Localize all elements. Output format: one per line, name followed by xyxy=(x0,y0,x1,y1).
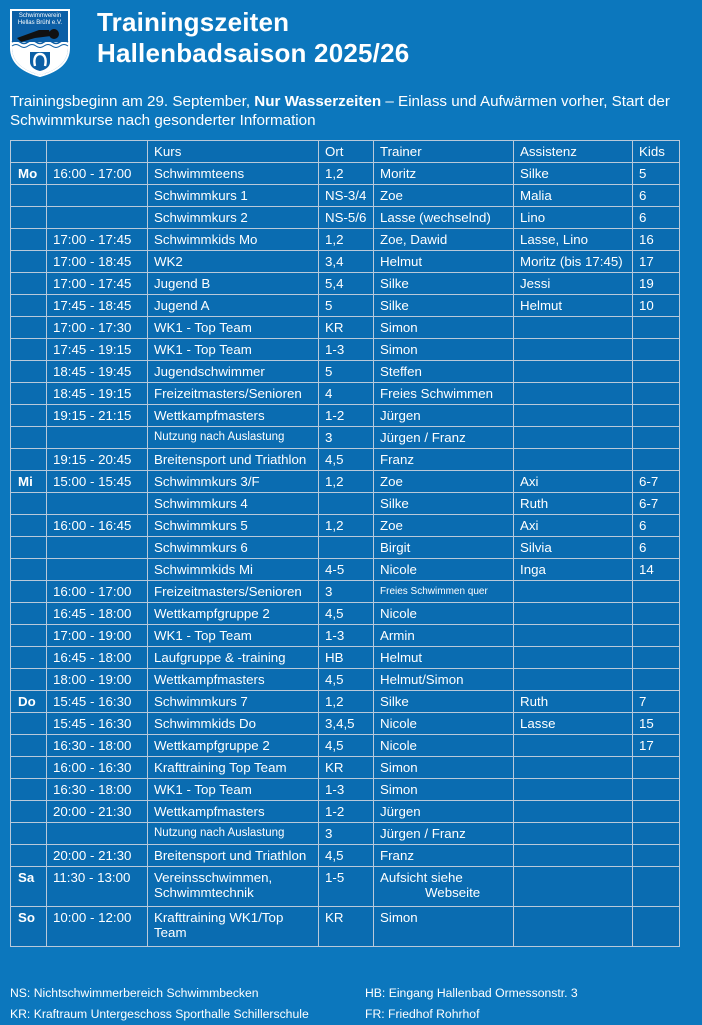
cell-day xyxy=(11,559,47,581)
cell-kids xyxy=(633,907,680,947)
cell-time: 17:00 - 17:30 xyxy=(47,317,148,339)
cell-day xyxy=(11,449,47,471)
cell-kids xyxy=(633,801,680,823)
header-cell-day xyxy=(11,141,47,163)
cell-time: 20:00 - 21:30 xyxy=(47,845,148,867)
cell-ort: 5,4 xyxy=(319,273,374,295)
cell-kurs: Nutzung nach Auslastung xyxy=(148,427,319,449)
table-row xyxy=(11,867,680,907)
cell-kids xyxy=(633,779,680,801)
table-row xyxy=(11,515,680,537)
cell-kurs: Breitensport und Triathlon xyxy=(148,845,319,867)
cell-trainer: Armin xyxy=(374,625,514,647)
cell-trainer: Silke xyxy=(374,493,514,515)
cell-kurs: WK2 xyxy=(148,251,319,273)
header-cell-trainer: Trainer xyxy=(374,141,514,163)
cell-kids xyxy=(633,383,680,405)
cell-time: 16:00 - 17:00 xyxy=(47,163,148,185)
cell-day xyxy=(11,735,47,757)
table-row xyxy=(11,907,680,947)
cell-ort: KR xyxy=(319,317,374,339)
cell-kurs: Schwimmkurs 3/F xyxy=(148,471,319,493)
cell-kurs: Freizeitmasters/Senioren xyxy=(148,581,319,603)
cell-trainer: Jürgen xyxy=(374,801,514,823)
cell-trainer: Simon xyxy=(374,779,514,801)
cell-trainer: Jürgen / Franz xyxy=(374,823,514,845)
cell-time: 19:15 - 21:15 xyxy=(47,405,148,427)
cell-kurs: WK1 - Top Team xyxy=(148,339,319,361)
legend-ns: NS: Nichtschwimmerbereich Schwimmbecken xyxy=(10,986,259,1000)
cell-assistenz: Lasse, Lino xyxy=(514,229,633,251)
cell-ort: 5 xyxy=(319,295,374,317)
cell-kids xyxy=(633,845,680,867)
cell-time: 17:00 - 17:45 xyxy=(47,229,148,251)
cell-day xyxy=(11,339,47,361)
header-cell-assistenz: Assistenz xyxy=(514,141,633,163)
cell-kids: 17 xyxy=(633,735,680,757)
cell-kids: 10 xyxy=(633,295,680,317)
cell-assistenz: Helmut xyxy=(514,295,633,317)
cell-kurs: Wettkampfmasters xyxy=(148,405,319,427)
cell-assistenz: Inga xyxy=(514,559,633,581)
table-row xyxy=(11,471,680,493)
cell-kids: 7 xyxy=(633,691,680,713)
cell-time: 20:00 - 21:30 xyxy=(47,801,148,823)
cell-assistenz: Ruth xyxy=(514,493,633,515)
cell-day xyxy=(11,207,47,229)
cell-trainer: Silke xyxy=(374,295,514,317)
cell-kurs: Jugend A xyxy=(148,295,319,317)
cell-day: Mi xyxy=(11,471,47,493)
cell-trainer: Zoe xyxy=(374,515,514,537)
cell-kids: 15 xyxy=(633,713,680,735)
cell-ort: 1-3 xyxy=(319,339,374,361)
cell-day xyxy=(11,647,47,669)
cell-trainer xyxy=(374,867,514,907)
cell-day: Do xyxy=(11,691,47,713)
cell-trainer: Freies Schwimmen quer xyxy=(374,581,514,603)
cell-time: 16:30 - 18:00 xyxy=(47,735,148,757)
cell-assistenz xyxy=(514,669,633,691)
cell-ort: 1,2 xyxy=(319,163,374,185)
cell-ort: 1-3 xyxy=(319,779,374,801)
cell-assistenz xyxy=(514,867,633,907)
table-header-row xyxy=(11,141,680,163)
cell-trainer: Moritz xyxy=(374,163,514,185)
cell-kurs: Wettkampfgruppe 2 xyxy=(148,735,319,757)
cell-kurs: Schwimmkids Mi xyxy=(148,559,319,581)
cell-assistenz xyxy=(514,735,633,757)
cell-ort: KR xyxy=(319,757,374,779)
cell-day xyxy=(11,515,47,537)
table-row xyxy=(11,427,680,449)
cell-ort: 4,5 xyxy=(319,603,374,625)
cell-day xyxy=(11,713,47,735)
cell-assistenz xyxy=(514,339,633,361)
cell-kurs: Schwimmkurs 1 xyxy=(148,185,319,207)
cell-day xyxy=(11,603,47,625)
cell-day xyxy=(11,383,47,405)
cell-kurs: Wettkampfmasters xyxy=(148,669,319,691)
club-logo xyxy=(9,8,71,78)
intro-part-1: Trainingsbeginn am 29. September, xyxy=(10,93,255,110)
table-row xyxy=(11,449,680,471)
cell-ort: 4,5 xyxy=(319,735,374,757)
cell-assistenz xyxy=(514,779,633,801)
cell-assistenz: Axi xyxy=(514,471,633,493)
cell-assistenz: Axi xyxy=(514,515,633,537)
cell-day xyxy=(11,229,47,251)
table-row xyxy=(11,559,680,581)
cell-kurs: Laufgruppe & -training xyxy=(148,647,319,669)
cell-time: 19:15 - 20:45 xyxy=(47,449,148,471)
cell-kurs: Breitensport und Triathlon xyxy=(148,449,319,471)
cell-kids: 6 xyxy=(633,537,680,559)
table-row xyxy=(11,625,680,647)
header-cell-kurs: Kurs xyxy=(148,141,319,163)
table-row xyxy=(11,757,680,779)
cell-kids: 6 xyxy=(633,185,680,207)
table-row xyxy=(11,339,680,361)
cell-kids xyxy=(633,339,680,361)
cell-time: 18:45 - 19:45 xyxy=(47,361,148,383)
cell-day xyxy=(11,361,47,383)
cell-trainer: Freies Schwimmen xyxy=(374,383,514,405)
cell-ort: 4,5 xyxy=(319,669,374,691)
table-row xyxy=(11,317,680,339)
cell-kurs: Freizeitmasters/Senioren xyxy=(148,383,319,405)
cell-time xyxy=(47,185,148,207)
cell-day xyxy=(11,273,47,295)
cell-kids xyxy=(633,823,680,845)
cell-time: 15:45 - 16:30 xyxy=(47,691,148,713)
cell-kids xyxy=(633,317,680,339)
table-row xyxy=(11,251,680,273)
schedule-table xyxy=(10,140,680,947)
table-row xyxy=(11,163,680,185)
cell-assistenz xyxy=(514,845,633,867)
cell-time: 16:00 - 16:30 xyxy=(47,757,148,779)
cell-kids xyxy=(633,449,680,471)
cell-ort: 3,4 xyxy=(319,251,374,273)
cell-day xyxy=(11,317,47,339)
table-row xyxy=(11,713,680,735)
cell-day xyxy=(11,779,47,801)
cell-ort: 3,4,5 xyxy=(319,713,374,735)
cell-ort: 1-5 xyxy=(319,867,374,907)
cell-ort: 5 xyxy=(319,361,374,383)
cell-time xyxy=(47,823,148,845)
cell-ort: 4-5 xyxy=(319,559,374,581)
cell-kurs: Schwimmkurs 7 xyxy=(148,691,319,713)
cell-assistenz: Lino xyxy=(514,207,633,229)
table-row xyxy=(11,405,680,427)
legend-fr: FR: Friedhof Rohrhof xyxy=(365,1007,480,1021)
table-row xyxy=(11,647,680,669)
cell-trainer: Zoe xyxy=(374,185,514,207)
cell-kids: 6 xyxy=(633,207,680,229)
table-row xyxy=(11,537,680,559)
cell-day xyxy=(11,427,47,449)
cell-trainer: Silke xyxy=(374,273,514,295)
cell-day xyxy=(11,185,47,207)
cell-assistenz xyxy=(514,427,633,449)
cell-kurs: WK1 - Top Team xyxy=(148,317,319,339)
cell-kids: 6-7 xyxy=(633,493,680,515)
cell-ort: KR xyxy=(319,907,374,947)
table-row xyxy=(11,493,680,515)
cell-kurs: Schwimmkids Mo xyxy=(148,229,319,251)
cell-trainer: Franz xyxy=(374,845,514,867)
cell-kurs: Schwimmkurs 2 xyxy=(148,207,319,229)
cell-kurs: WK1 - Top Team xyxy=(148,779,319,801)
cell-ort xyxy=(319,537,374,559)
cell-ort: 4,5 xyxy=(319,845,374,867)
cell-trainer: Nicole xyxy=(374,735,514,757)
cell-kids xyxy=(633,647,680,669)
cell-kids xyxy=(633,625,680,647)
cell-trainer: Lasse (wechselnd) xyxy=(374,207,514,229)
cell-ort: NS-3/4 xyxy=(319,185,374,207)
cell-trainer-line-2: Webseite xyxy=(425,885,481,900)
cell-day xyxy=(11,845,47,867)
cell-kids: 19 xyxy=(633,273,680,295)
cell-kurs: WK1 - Top Team xyxy=(148,625,319,647)
cell-assistenz xyxy=(514,823,633,845)
cell-day xyxy=(11,669,47,691)
cell-day xyxy=(11,757,47,779)
cell-kurs: Nutzung nach Auslastung xyxy=(148,823,319,845)
cell-trainer: Helmut/Simon xyxy=(374,669,514,691)
cell-kurs: Schwimmteens xyxy=(148,163,319,185)
cell-trainer: Zoe, Dawid xyxy=(374,229,514,251)
table-row xyxy=(11,295,680,317)
cell-assistenz xyxy=(514,801,633,823)
logo-text-2: Hellas Brühl e.V. xyxy=(17,20,63,26)
cell-kurs: Wettkampfgruppe 2 xyxy=(148,603,319,625)
legend-left xyxy=(10,983,309,1025)
cell-kids xyxy=(633,405,680,427)
cell-ort: 4,5 xyxy=(319,449,374,471)
cell-time: 16:00 - 16:45 xyxy=(47,515,148,537)
cell-time xyxy=(47,207,148,229)
table-row xyxy=(11,185,680,207)
cell-trainer: Franz xyxy=(374,449,514,471)
cell-ort: 3 xyxy=(319,427,374,449)
cell-kids xyxy=(633,427,680,449)
table-row xyxy=(11,273,680,295)
cell-kurs: Schwimmkids Do xyxy=(148,713,319,735)
cell-kids xyxy=(633,603,680,625)
cell-ort: 1-2 xyxy=(319,405,374,427)
cell-kids: 14 xyxy=(633,559,680,581)
cell-trainer: Helmut xyxy=(374,647,514,669)
cell-time xyxy=(47,559,148,581)
cell-ort: 4 xyxy=(319,383,374,405)
legend-right xyxy=(365,983,578,1025)
cell-trainer: Steffen xyxy=(374,361,514,383)
cell-trainer: Jürgen xyxy=(374,405,514,427)
table-row xyxy=(11,207,680,229)
cell-time: 17:00 - 19:00 xyxy=(47,625,148,647)
cell-time: 18:00 - 19:00 xyxy=(47,669,148,691)
cell-day: Sa xyxy=(11,867,47,907)
table-row xyxy=(11,383,680,405)
cell-kids xyxy=(633,669,680,691)
legend-kr: KR: Kraftraum Untergeschoss Sporthalle Schillerschule xyxy=(10,1007,309,1021)
cell-trainer: Zoe xyxy=(374,471,514,493)
cell-ort xyxy=(319,493,374,515)
cell-time: 17:45 - 19:15 xyxy=(47,339,148,361)
cell-time: 18:45 - 19:15 xyxy=(47,383,148,405)
header-cell-time xyxy=(47,141,148,163)
cell-day xyxy=(11,625,47,647)
cell-time: 10:00 - 12:00 xyxy=(47,907,148,947)
cell-ort: 1-3 xyxy=(319,625,374,647)
cell-kurs: Vereinsschwimmen, Schwimmtechnik xyxy=(148,867,319,907)
cell-kurs: Wettkampfmasters xyxy=(148,801,319,823)
cell-ort: 1,2 xyxy=(319,471,374,493)
table-row xyxy=(11,361,680,383)
cell-assistenz xyxy=(514,581,633,603)
cell-trainer: Nicole xyxy=(374,603,514,625)
cell-kids: 16 xyxy=(633,229,680,251)
table-row xyxy=(11,669,680,691)
logo-text-1: Schwimmverein xyxy=(18,13,62,19)
cell-kurs: Jugend B xyxy=(148,273,319,295)
cell-kids xyxy=(633,867,680,907)
title-line-2: Hallenbadsaison 2025/26 xyxy=(97,38,410,68)
cell-trainer: Simon xyxy=(374,757,514,779)
cell-assistenz xyxy=(514,383,633,405)
cell-kids: 5 xyxy=(633,163,680,185)
cell-kurs: Schwimmkurs 4 xyxy=(148,493,319,515)
table-row xyxy=(11,779,680,801)
cell-day xyxy=(11,251,47,273)
cell-assistenz xyxy=(514,317,633,339)
cell-kids: 6 xyxy=(633,515,680,537)
cell-assistenz xyxy=(514,405,633,427)
cell-day xyxy=(11,493,47,515)
cell-trainer: Nicole xyxy=(374,559,514,581)
cell-kurs: Schwimmkurs 6 xyxy=(148,537,319,559)
cell-time xyxy=(47,537,148,559)
cell-time: 16:00 - 17:00 xyxy=(47,581,148,603)
table-row xyxy=(11,735,680,757)
table-row xyxy=(11,581,680,603)
cell-kids xyxy=(633,757,680,779)
table-row xyxy=(11,801,680,823)
title-line-1: Trainingszeiten xyxy=(97,7,290,37)
table-row xyxy=(11,823,680,845)
cell-assistenz: Ruth xyxy=(514,691,633,713)
cell-time: 17:00 - 18:45 xyxy=(47,251,148,273)
cell-time: 16:30 - 18:00 xyxy=(47,779,148,801)
cell-kurs: Krafttraining Top Team xyxy=(148,757,319,779)
header-cell-ort: Ort xyxy=(319,141,374,163)
cell-day xyxy=(11,581,47,603)
header-cell-kids: Kids xyxy=(633,141,680,163)
cell-assistenz xyxy=(514,625,633,647)
cell-trainer: Helmut xyxy=(374,251,514,273)
cell-trainer: Simon xyxy=(374,907,514,947)
cell-kurs: Krafttraining WK1/Top Team xyxy=(148,907,319,947)
cell-ort: 1,2 xyxy=(319,691,374,713)
intro-text xyxy=(10,92,700,130)
table-row xyxy=(11,603,680,625)
cell-trainer: Simon xyxy=(374,317,514,339)
cell-kurs: Schwimmkurs 5 xyxy=(148,515,319,537)
cell-assistenz: Jessi xyxy=(514,273,633,295)
cell-assistenz: Moritz (bis 17:45) xyxy=(514,251,633,273)
cell-assistenz xyxy=(514,647,633,669)
cell-day xyxy=(11,823,47,845)
cell-day xyxy=(11,295,47,317)
cell-ort: 3 xyxy=(319,581,374,603)
cell-kids: 6-7 xyxy=(633,471,680,493)
cell-kurs: Jugendschwimmer xyxy=(148,361,319,383)
cell-time: 17:00 - 17:45 xyxy=(47,273,148,295)
cell-kids: 17 xyxy=(633,251,680,273)
cell-assistenz: Silvia xyxy=(514,537,633,559)
cell-time xyxy=(47,427,148,449)
cell-assistenz xyxy=(514,757,633,779)
cell-trainer-line-1: Aufsicht siehe xyxy=(380,870,463,885)
cell-assistenz xyxy=(514,603,633,625)
cell-time: 16:45 - 18:00 xyxy=(47,603,148,625)
cell-assistenz xyxy=(514,907,633,947)
cell-time xyxy=(47,493,148,515)
table-row xyxy=(11,845,680,867)
cell-day xyxy=(11,405,47,427)
cell-ort: 1,2 xyxy=(319,515,374,537)
table-row xyxy=(11,229,680,251)
cell-time: 16:45 - 18:00 xyxy=(47,647,148,669)
cell-time: 15:00 - 15:45 xyxy=(47,471,148,493)
cell-trainer: Birgit xyxy=(374,537,514,559)
legend-hb: HB: Eingang Hallenbad Ormessonstr. 3 xyxy=(365,986,578,1000)
intro-bold: Nur Wasserzeiten xyxy=(254,93,382,110)
cell-day xyxy=(11,801,47,823)
cell-time: 17:45 - 18:45 xyxy=(47,295,148,317)
cell-ort: NS-5/6 xyxy=(319,207,374,229)
cell-day xyxy=(11,537,47,559)
table-row xyxy=(11,691,680,713)
cell-assistenz: Malia xyxy=(514,185,633,207)
cell-ort: 1,2 xyxy=(319,229,374,251)
cell-ort: HB xyxy=(319,647,374,669)
cell-time: 11:30 - 13:00 xyxy=(47,867,148,907)
cell-ort: 3 xyxy=(319,823,374,845)
cell-assistenz: Lasse xyxy=(514,713,633,735)
cell-kids xyxy=(633,581,680,603)
cell-day: Mo xyxy=(11,163,47,185)
cell-assistenz xyxy=(514,449,633,471)
cell-time: 15:45 - 16:30 xyxy=(47,713,148,735)
cell-trainer: Jürgen / Franz xyxy=(374,427,514,449)
cell-trainer: Silke xyxy=(374,691,514,713)
cell-ort: 1-2 xyxy=(319,801,374,823)
cell-day: So xyxy=(11,907,47,947)
cell-kids xyxy=(633,361,680,383)
cell-trainer: Simon xyxy=(374,339,514,361)
cell-assistenz: Silke xyxy=(514,163,633,185)
cell-assistenz xyxy=(514,361,633,383)
intro-part-2: – Einlass und Aufwärmen vorher, Start der Schwimmkurse nach gesonderter Information xyxy=(10,93,670,129)
cell-trainer: Nicole xyxy=(374,713,514,735)
page-title xyxy=(97,7,409,69)
